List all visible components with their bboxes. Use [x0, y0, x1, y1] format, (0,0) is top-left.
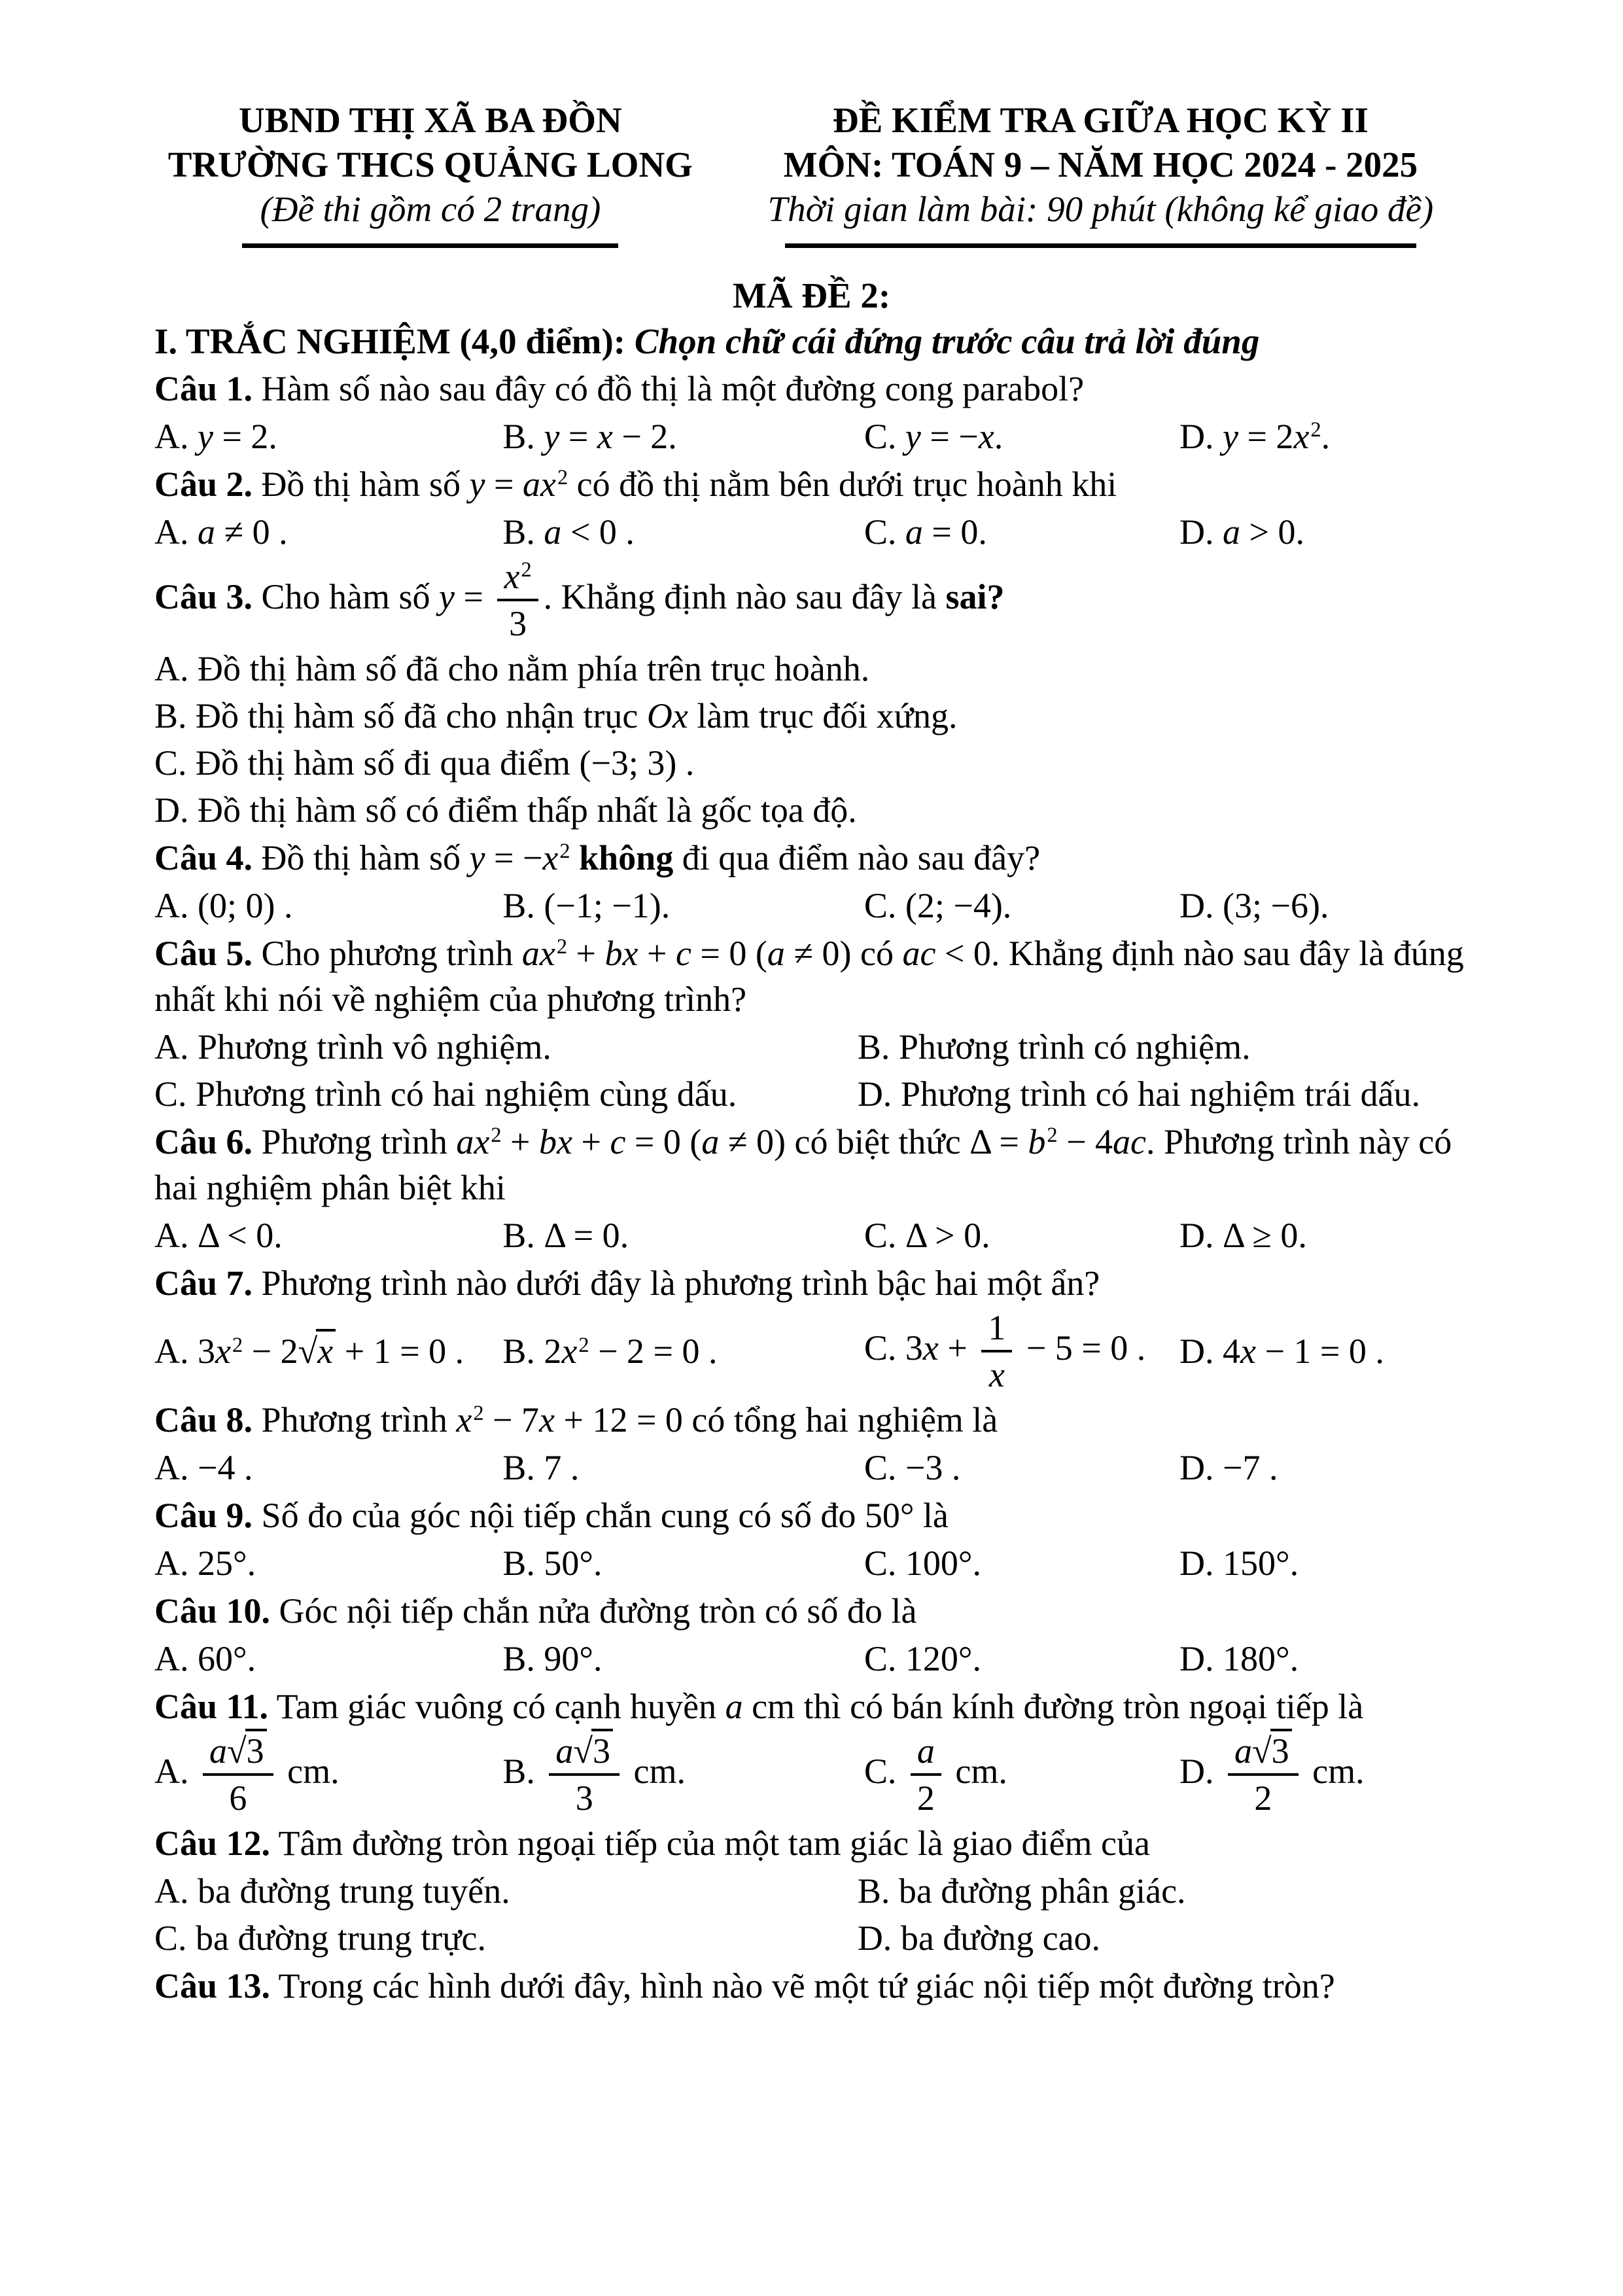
option-body: −4 .: [198, 1447, 253, 1487]
question-3-options: [154, 645, 1469, 834]
option-body: −3 .: [905, 1447, 961, 1487]
fraction: $\frac{a√3}{2}$: [1228, 1731, 1299, 1818]
question-4-options: [154, 882, 1469, 929]
option-label: C.: [864, 1751, 905, 1791]
option-body: $\frac{a√3}{6}$ cm.: [198, 1752, 340, 1791]
square-root: √3: [227, 1729, 267, 1771]
question-1-option-d: [1179, 413, 1469, 460]
question-9-option-c: [864, 1540, 1179, 1587]
option-label: C.: [864, 1638, 905, 1678]
option-body: $y = 2x^2$.: [1223, 417, 1331, 456]
question-13: [154, 1962, 1469, 2010]
option-label: A.: [154, 512, 198, 552]
header-right-rule: [785, 243, 1416, 248]
question-7-option-b: [502, 1328, 864, 1375]
question-11: [154, 1682, 1469, 1819]
question-9-option-a: [154, 1540, 502, 1587]
option-body: a = 0.: [905, 512, 987, 552]
header: [154, 98, 1469, 248]
option-body: y = x − 2.: [544, 417, 677, 456]
fraction: $\frac{a√3}{3}$: [549, 1731, 620, 1818]
question-11-options: [154, 1731, 1469, 1819]
question-12-option-b: [858, 1867, 1469, 1915]
option-body: Đồ thị hàm số đã cho nằm phía trên trục hoành.: [198, 648, 870, 688]
question-3-option-a: [154, 645, 1469, 692]
questions-list: [154, 364, 1469, 2010]
question-4-option-b: [502, 882, 864, 929]
option-label: A.: [154, 1215, 198, 1255]
question-4: [154, 834, 1469, 929]
header-right: [707, 98, 1469, 248]
question-4-option-c: [864, 882, 1179, 929]
option-body: Đồ thị hàm số đã cho nhận trục Ox làm trục đối xứng.: [196, 696, 958, 735]
option-label: D.: [1179, 1447, 1223, 1487]
header-left-rule: [242, 243, 618, 248]
question-4-option-a: [154, 882, 502, 929]
question-12-stem: Câu 12. Tâm đường tròn ngoại tiếp của một tam giác là giao điểm của: [154, 1823, 1150, 1863]
option-body: ba đường cao.: [900, 1918, 1101, 1958]
option-label: C.: [864, 512, 905, 552]
question-5-option-c: [154, 1070, 858, 1118]
option-body: (−1; −1).: [544, 885, 671, 925]
option-body: 100°.: [905, 1543, 981, 1583]
question-10-option-d: [1179, 1635, 1469, 1682]
option-body: y = −x.: [905, 417, 1003, 456]
option-label: C.: [154, 1074, 196, 1114]
option-body: 180°.: [1223, 1638, 1299, 1678]
pages-note: (Đề thi gồm có 2 trang): [260, 189, 601, 229]
question-7-option-d: [1179, 1328, 1469, 1375]
option-label: B.: [857, 1871, 899, 1911]
question-6-option-c: [864, 1212, 1179, 1259]
option-body: y = 2.: [198, 417, 277, 456]
option-label: D.: [154, 790, 198, 830]
option-label: A.: [154, 1447, 198, 1487]
option-body: (2; −4).: [905, 885, 1012, 925]
question-8-option-b: [502, 1444, 864, 1491]
option-body: $\frac{a}{2}$ cm.: [905, 1752, 1007, 1791]
question-1-stem: Câu 1. Hàm số nào sau đây có đồ thị là một đường cong parabol?: [154, 369, 1085, 408]
question-9: [154, 1491, 1469, 1587]
option-body: 120°.: [905, 1638, 981, 1678]
option-body: $\frac{a√3}{2}$ cm.: [1223, 1752, 1365, 1791]
question-6-option-b: [502, 1212, 864, 1259]
question-3-option-c: [154, 739, 1469, 786]
question-7: [154, 1259, 1469, 1396]
option-body: 90°.: [544, 1638, 602, 1678]
option-label: D.: [1179, 1751, 1223, 1791]
question-12: [154, 1819, 1469, 1962]
question-13-stem: Câu 13. Trong các hình dưới đây, hình nào vẽ một tứ giác nội tiếp một đường tròn?: [154, 1966, 1335, 2005]
question-5-option-a: [154, 1023, 858, 1070]
option-label: A.: [154, 1871, 198, 1911]
question-7-stem: Câu 7. Phương trình nào dưới đây là phương trình bậc hai một ẩn?: [154, 1263, 1100, 1303]
question-5-option-d: [858, 1070, 1469, 1118]
question-2-option-c: [864, 508, 1179, 556]
question-12-option-d: [858, 1915, 1469, 1962]
question-1-option-a: [154, 413, 502, 460]
option-label: D.: [1179, 1215, 1223, 1255]
radical-icon: √: [227, 1731, 245, 1771]
option-label: B.: [502, 1638, 544, 1678]
option-body: a > 0.: [1223, 512, 1304, 552]
question-6-option-d: [1179, 1212, 1469, 1259]
question-10-option-c: [864, 1635, 1179, 1682]
option-label: D.: [1179, 885, 1223, 925]
question-8-option-c: [864, 1444, 1179, 1491]
question-7-option-c: [864, 1307, 1179, 1396]
option-body: Δ ≥ 0.: [1223, 1215, 1307, 1255]
question-12-options: [154, 1867, 1469, 1962]
option-label: C.: [864, 1447, 905, 1487]
question-8: [154, 1396, 1469, 1491]
option-body: 3x + $\frac{1}{x}$ − 5 = 0 .: [905, 1307, 1146, 1395]
square-root: √3: [573, 1729, 613, 1771]
question-6-options: [154, 1212, 1469, 1259]
option-body: 60°.: [198, 1638, 256, 1678]
option-label: B.: [502, 1215, 544, 1255]
option-label: A.: [154, 648, 198, 688]
question-11-option-d: [1179, 1731, 1469, 1819]
option-body: ba đường phân giác.: [898, 1871, 1186, 1911]
radical-icon: √: [573, 1731, 592, 1771]
question-8-options: [154, 1444, 1469, 1491]
option-label: B.: [502, 1447, 544, 1487]
question-10-stem: Câu 10. Góc nội tiếp chắn nửa đường tròn có số đo là: [154, 1591, 917, 1631]
option-body: Δ < 0.: [198, 1215, 283, 1255]
option-label: C.: [154, 1918, 196, 1958]
option-label: D.: [1179, 1332, 1223, 1371]
question-6: [154, 1118, 1469, 1259]
question-2-stem: Câu 2. Đồ thị hàm số $y = ax^2$ có đồ thị nằm bên dưới trục hoành khi: [154, 465, 1117, 504]
option-body: Đồ thị hàm số đi qua điểm (−3; 3) .: [196, 743, 695, 783]
option-body: Phương trình có hai nghiệm cùng dấu.: [196, 1074, 737, 1114]
option-body: (3; −6).: [1223, 885, 1329, 925]
question-12-option-a: [154, 1867, 858, 1915]
question-8-stem: Câu 8. Phương trình $x^2 - 7x + 12 = 0$ có tổng hai nghiệm là: [154, 1400, 998, 1439]
fraction: $\frac{x^2}{3}$: [497, 557, 538, 644]
radical-icon: √: [298, 1332, 317, 1371]
option-label: C.: [864, 417, 905, 456]
question-10-option-a: [154, 1635, 502, 1682]
question-5-options: [154, 1023, 1469, 1118]
question-1-options: [154, 413, 1469, 460]
question-11-option-c: [864, 1731, 1179, 1819]
question-11-stem: Câu 11. Tam giác vuông có cạnh huyền a cm thì có bán kính đường tròn ngoại tiếp là: [154, 1686, 1364, 1726]
question-6-stem: Câu 6. Phương trình $ax^2$ + bx + c = 0 (a ≠ 0) có biệt thức $\Delta = b^2 - 4ac$. Phương trình này có hai nghiệm phân biệt khi: [154, 1122, 1452, 1207]
option-body: ba đường trung tuyến.: [198, 1871, 510, 1911]
option-label: D.: [1179, 417, 1223, 456]
option-label: B.: [502, 1751, 544, 1791]
option-label: D.: [1179, 1638, 1223, 1678]
fraction: $\frac{1}{x}$: [981, 1308, 1012, 1395]
radical-icon: √: [1252, 1731, 1270, 1771]
question-3-option-b: [154, 692, 1469, 739]
option-body: a < 0 .: [544, 512, 635, 552]
square-root: √3: [1252, 1729, 1292, 1771]
question-6-option-a: [154, 1212, 502, 1259]
option-label: B.: [502, 512, 544, 552]
option-body: 50°.: [544, 1543, 602, 1583]
option-label: B.: [857, 1027, 899, 1067]
question-3-stem: Câu 3. Cho hàm số y = $\frac{x^2}{3}$ . Khẳng định nào sau đây là sai?: [154, 557, 1005, 644]
option-body: 7 .: [544, 1447, 580, 1487]
option-label: B.: [502, 885, 544, 925]
option-body: −7 .: [1223, 1447, 1278, 1487]
option-label: B.: [502, 1543, 544, 1583]
option-label: C.: [864, 885, 905, 925]
option-label: A.: [154, 1027, 198, 1067]
option-body: Đồ thị hàm số có điểm thấp nhất là gốc tọa độ.: [198, 790, 857, 830]
question-2-options: [154, 508, 1469, 556]
option-label: D.: [1179, 512, 1223, 552]
option-label: B.: [502, 1332, 544, 1371]
question-5-stem: Câu 5. Cho phương trình $ax^2$ + bx + c = 0 (a ≠ 0) có ac < 0. Khẳng định nào sau đây là đúng nhất khi nói về nghiệm của phương trình?: [154, 933, 1464, 1019]
square-root: √x: [298, 1329, 336, 1371]
duration-note: Thời gian làm bài: 90 phút (không kể giao đề): [767, 189, 1434, 229]
fraction: $\frac{a}{2}$: [911, 1731, 941, 1818]
option-body: 4x − 1 = 0 .: [1223, 1332, 1384, 1371]
option-body: ba đường trung trực.: [196, 1918, 487, 1958]
option-body: 25°.: [198, 1543, 256, 1583]
exam-code: MÃ ĐỀ 2:: [732, 275, 891, 315]
option-body: Δ = 0.: [544, 1215, 629, 1255]
option-body: $\frac{a√3}{3}$ cm.: [544, 1752, 686, 1791]
option-label: A.: [154, 1751, 198, 1791]
question-2-option-d: [1179, 508, 1469, 556]
issuer-name: UBND THỊ XÃ BA ĐỒN: [239, 100, 622, 140]
question-8-option-d: [1179, 1444, 1469, 1491]
option-body: $2x^2 - 2 = 0$ .: [544, 1332, 718, 1371]
option-body: Phương trình vô nghiệm.: [198, 1027, 551, 1067]
question-5-option-b: [858, 1023, 1469, 1070]
option-body: a ≠ 0 .: [198, 512, 288, 552]
question-1-option-b: [502, 413, 864, 460]
option-label: D.: [857, 1074, 901, 1114]
option-body: (0; 0) .: [198, 885, 293, 925]
question-4-option-d: [1179, 882, 1469, 929]
option-label: C.: [864, 1328, 905, 1368]
option-label: A.: [154, 1543, 198, 1583]
question-10: [154, 1587, 1469, 1682]
section-instruction: Chọn chữ cái đứng trước câu trả lời đúng: [634, 321, 1260, 361]
question-7-option-a: [154, 1328, 502, 1375]
question-5: [154, 929, 1469, 1118]
question-10-options: [154, 1635, 1469, 1682]
header-left: [154, 98, 707, 248]
question-9-stem: Câu 9. Số đo của góc nội tiếp chắn cung có số đo 50° là: [154, 1495, 949, 1535]
question-11-option-a: [154, 1731, 502, 1819]
question-4-stem: Câu 4. Đồ thị hàm số $y = -x^2$ không đi qua điểm nào sau đây?: [154, 838, 1041, 877]
question-12-option-c: [154, 1915, 858, 1962]
question-1: [154, 364, 1469, 460]
option-label: A.: [154, 1638, 198, 1678]
question-9-options: [154, 1540, 1469, 1587]
question-3: [154, 556, 1469, 834]
question-2-option-b: [502, 508, 864, 556]
option-body: $3x^2 - 2√x + 1 = 0$ .: [198, 1332, 464, 1371]
option-body: Phương trình có hai nghiệm trái dấu.: [900, 1074, 1420, 1114]
option-label: D.: [857, 1918, 901, 1958]
question-8-option-a: [154, 1444, 502, 1491]
question-3-option-d: [154, 786, 1469, 834]
section-heading: [154, 319, 1469, 364]
option-label: A.: [154, 1332, 198, 1371]
option-body: 150°.: [1223, 1543, 1299, 1583]
option-label: A.: [154, 417, 198, 456]
option-label: C.: [864, 1543, 905, 1583]
question-10-option-b: [502, 1635, 864, 1682]
option-label: A.: [154, 885, 198, 925]
school-name: TRƯỜNG THCS QUẢNG LONG: [167, 145, 693, 185]
option-body: Phương trình có nghiệm.: [898, 1027, 1251, 1067]
question-2: [154, 460, 1469, 556]
question-1-option-c: [864, 413, 1179, 460]
option-label: C.: [154, 743, 196, 783]
option-label: B.: [502, 417, 544, 456]
option-label: B.: [154, 696, 196, 735]
question-9-option-b: [502, 1540, 864, 1587]
option-body: Δ > 0.: [905, 1215, 990, 1255]
option-label: D.: [1179, 1543, 1223, 1583]
question-9-option-d: [1179, 1540, 1469, 1587]
question-2-option-a: [154, 508, 502, 556]
question-7-options: [154, 1307, 1469, 1396]
exam-title: ĐỀ KIỂM TRA GIỮA HỌC KỲ II: [832, 100, 1369, 140]
question-11-option-b: [502, 1731, 864, 1819]
fraction: $\frac{a√3}{6}$: [203, 1731, 273, 1818]
section-label: I. TRẮC NGHIỆM (4,0 điểm):: [154, 321, 635, 361]
subject-year: MÔN: TOÁN 9 – NĂM HỌC 2024 - 2025: [783, 145, 1418, 185]
option-label: C.: [864, 1215, 905, 1255]
